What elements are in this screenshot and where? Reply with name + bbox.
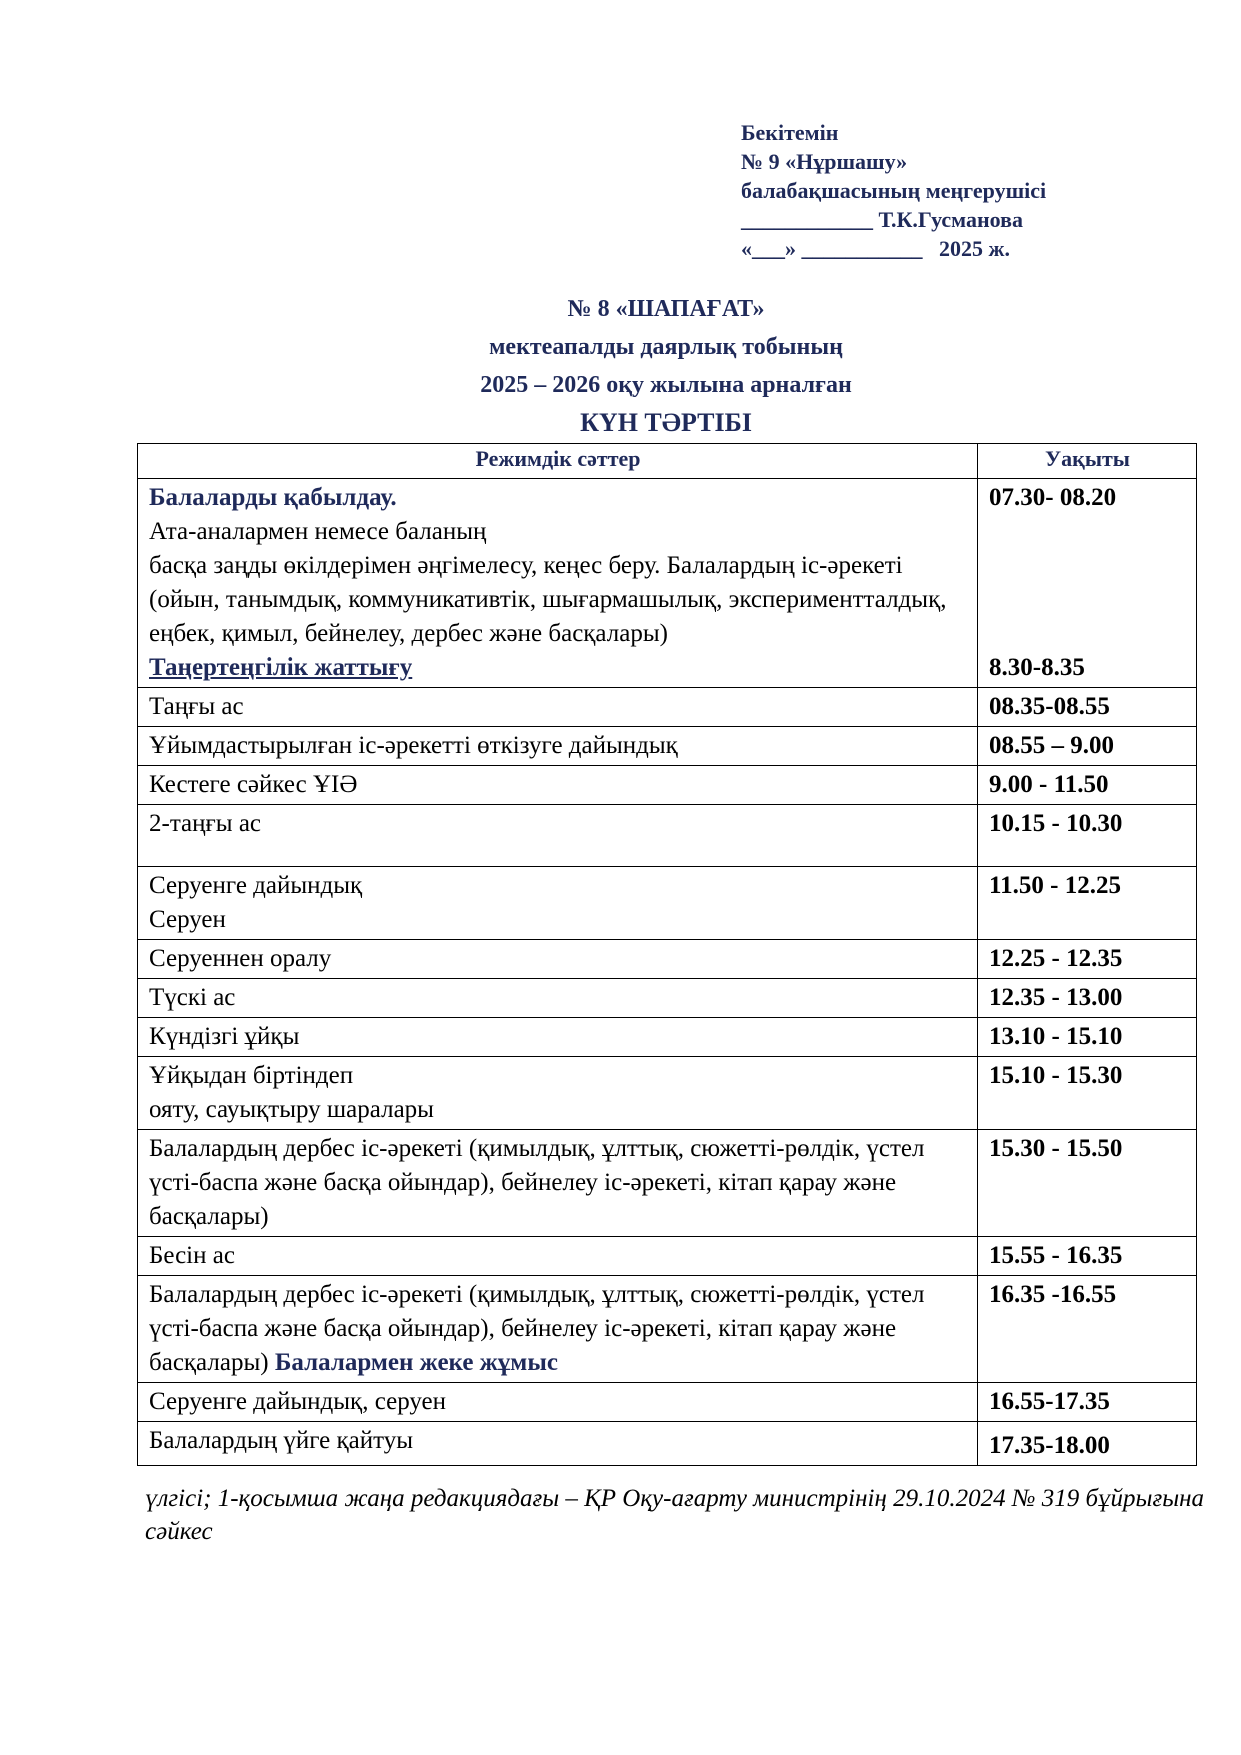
table-row [138, 805, 1197, 867]
time-value: 17.35-18.00 [989, 1432, 1110, 1459]
schedule-table [137, 443, 1197, 1466]
table-row [138, 940, 1197, 979]
activity-cell: Балалардың дербес іс-әрекеті (қимылдық, ұлттық, сюжетті-рөлдік, үстел үсті-баспа және басқа ойындар), бейнелеу іс-әрекеті, кітап қарау және басқалары) [138, 1130, 978, 1237]
table-row [138, 1130, 1197, 1237]
title-line-1: № 8 «ШАПАҒАТ» [567, 296, 765, 322]
time-cell: 13.10 - 15.10 [978, 1018, 1197, 1057]
activity-cell: Ұйымдастырылған іс-әрекетті өткізуге дайындық [138, 727, 978, 766]
activity-line: ояту, сауықтыру шаралары [149, 1096, 434, 1123]
time-cell: 10.15 - 10.30 [978, 805, 1197, 867]
time-cell: 16.55-17.35 [978, 1383, 1197, 1422]
approval-line: ____________ Т.К.Гусманова [741, 207, 1024, 232]
header-time: Уақыты [978, 444, 1197, 479]
activity-cell [138, 479, 978, 688]
table-row [138, 1057, 1197, 1130]
footnote: үлгісі; 1-қосымша жаңа редакциядағы – ҚР Оқу-ағарту министрінің 29.10.2024 № 319 бұйрығына сәйкес [145, 1485, 1205, 1545]
table-row [138, 867, 1197, 940]
table-row [138, 1018, 1197, 1057]
reception-text-1: Ата-аналармен немесе баланың [149, 518, 487, 545]
document-title [136, 290, 1196, 442]
time-cell: 16.35 -16.55 [978, 1276, 1197, 1383]
title-line-3: 2025 – 2026 оқу жылына арналған [480, 372, 852, 398]
table-header-row [138, 444, 1197, 479]
time-cell: 08.55 – 9.00 [978, 727, 1197, 766]
time-value: 07.30- 08.20 [989, 484, 1117, 511]
activity-cell [138, 867, 978, 940]
activity-cell: Таңғы ас [138, 688, 978, 727]
table-row [138, 1383, 1197, 1422]
time-value: 8.30-8.35 [989, 654, 1085, 681]
activity-cell: Балалардың үйге қайтуы [138, 1422, 978, 1466]
table-row [138, 1422, 1197, 1466]
table-row [138, 688, 1197, 727]
approval-line: № 9 «Нұршашу» [741, 149, 908, 174]
activity-cell [138, 1057, 978, 1130]
activity-cell: Кестеге сәйкес ҰІӘ [138, 766, 978, 805]
table-row [138, 1237, 1197, 1276]
table-row [138, 766, 1197, 805]
activity-cell [138, 1276, 978, 1383]
activity-cell: 2-таңғы ас [138, 805, 978, 867]
activity-cell: Күндізгі ұйқы [138, 1018, 978, 1057]
approval-line: Бекітемін [741, 120, 839, 145]
header-activity: Режимдік сәттер [138, 444, 978, 479]
time-cell [978, 479, 1197, 688]
approval-line: «___» ___________ 2025 ж. [741, 236, 1010, 261]
title-line-4: КҮН ТӘРТІБІ [580, 408, 752, 437]
time-cell: 9.00 - 11.50 [978, 766, 1197, 805]
approval-line: балабақшасының меңгерушісі [741, 178, 1047, 203]
time-cell: 08.35-08.55 [978, 688, 1197, 727]
table-row [138, 1276, 1197, 1383]
activity-text: Балалардың дербес іс-әрекеті (қимылдық, ұлттық, сюжетті-рөлдік, үстел үсті-баспа және басқа ойындар), бейнелеу іс-әрекеті, кітап қарау және басқалары) [149, 1281, 925, 1376]
reception-text-2: басқа заңды өкілдерімен әңгімелесу, кеңес беру. Балалардың іс-әрекеті (ойын, танымдық, коммуникативтік, шығармашылық, экспериментталдық, еңбек, қимыл, бейнелеу, дербес және басқалары) [149, 552, 947, 647]
activity-cell: Түскі ас [138, 979, 978, 1018]
morning-exercise: Таңертеңгілік жаттығу [149, 654, 413, 681]
table-row [138, 979, 1197, 1018]
table-row [138, 479, 1197, 688]
time-cell: 15.10 - 15.30 [978, 1057, 1197, 1130]
table-row [138, 727, 1197, 766]
time-cell: 15.30 - 15.50 [978, 1130, 1197, 1237]
activity-cell: Серуеннен оралу [138, 940, 978, 979]
time-cell: 15.55 - 16.35 [978, 1237, 1197, 1276]
title-line-2: мектеапалды даярлық тобының [489, 334, 843, 360]
activity-line: Серуен [149, 906, 226, 933]
time-cell: 12.35 - 13.00 [978, 979, 1197, 1018]
activity-line: Серуенге дайындық [149, 872, 363, 899]
activity-cell: Серуенге дайындық, серуен [138, 1383, 978, 1422]
time-cell [978, 1422, 1197, 1466]
time-cell: 12.25 - 12.35 [978, 940, 1197, 979]
reception-heading: Балаларды қабылдау. [149, 484, 397, 511]
approval-block [741, 118, 1201, 263]
individual-work-label: Балалармен жеке жұмыс [274, 1349, 558, 1376]
time-cell: 11.50 - 12.25 [978, 867, 1197, 940]
activity-line: Ұйқыдан біртіндеп [149, 1062, 354, 1089]
activity-cell: Бесін ас [138, 1237, 978, 1276]
